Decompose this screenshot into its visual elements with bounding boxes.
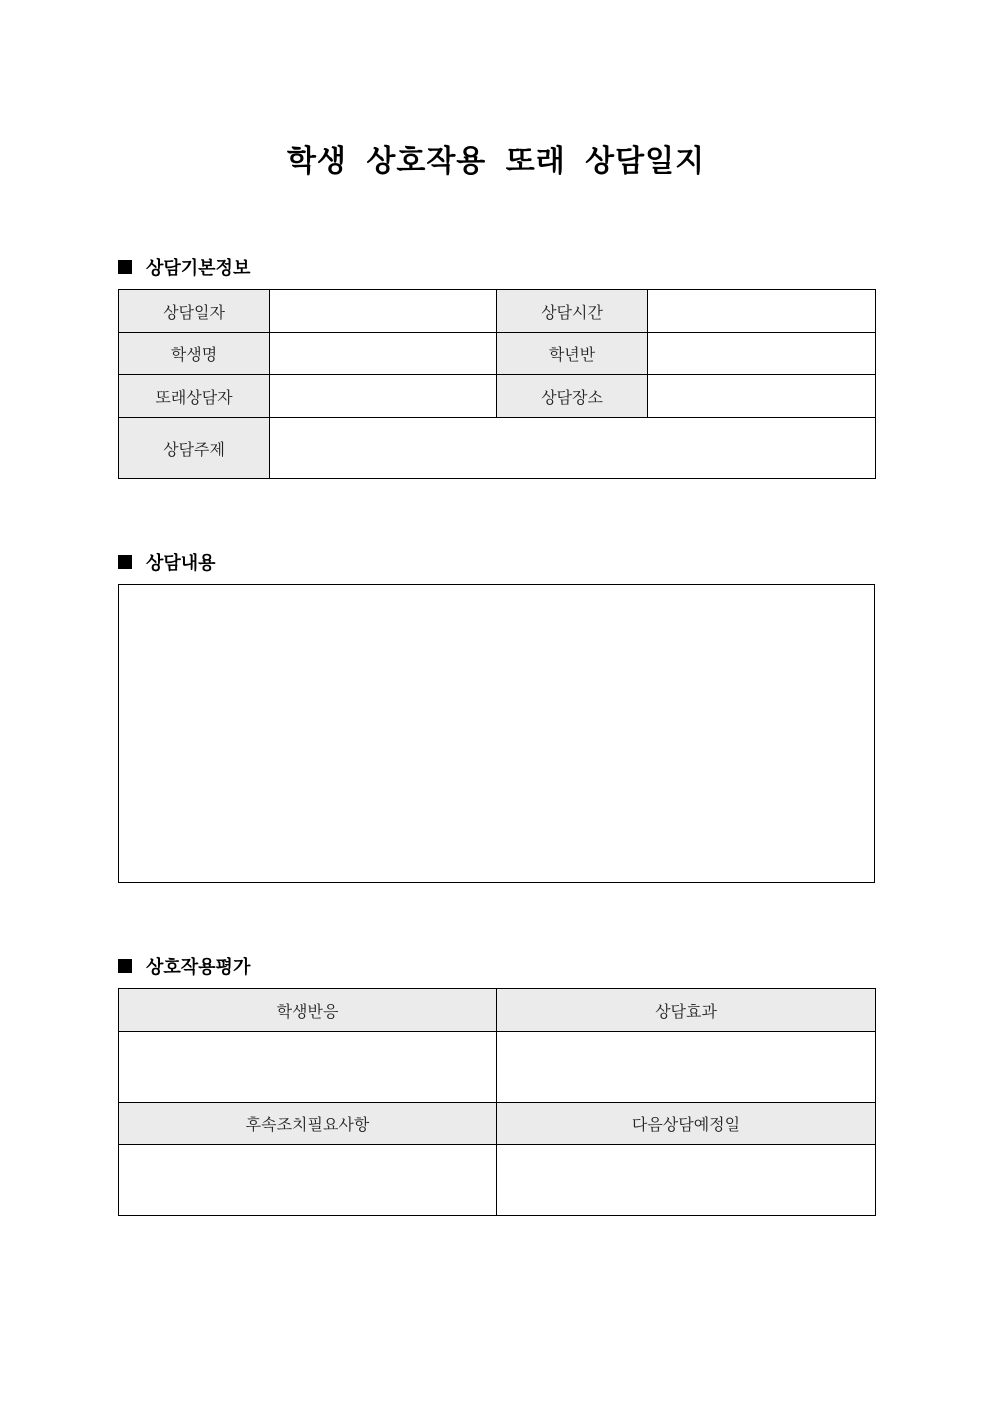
square-bullet-icon <box>118 959 132 973</box>
label-counsel-time: 상담시간 <box>497 290 648 333</box>
section-heading-basic-info <box>118 254 250 280</box>
field-grade-class[interactable] <box>648 333 876 375</box>
table-row <box>119 418 876 479</box>
field-counsel-place[interactable] <box>648 375 876 418</box>
table-row <box>119 333 876 375</box>
table-row <box>119 1032 876 1103</box>
label-counsel-date: 상담일자 <box>119 290 270 333</box>
table-row <box>119 1145 876 1216</box>
counsel-content-field[interactable] <box>118 584 875 883</box>
label-followup-needs: 후속조치필요사항 <box>119 1103 497 1145</box>
label-student-name: 학생명 <box>119 333 270 375</box>
label-counsel-topic: 상담주제 <box>119 418 270 479</box>
label-student-reaction: 학생반응 <box>119 989 497 1032</box>
label-peer-counselor: 또래상담자 <box>119 375 270 418</box>
basic-info-table <box>118 289 876 479</box>
table-row <box>119 1103 876 1145</box>
field-next-counsel-date[interactable] <box>497 1145 876 1216</box>
section-heading-label: 상담기본정보 <box>146 258 251 279</box>
section-heading-content <box>118 549 216 575</box>
table-row <box>119 375 876 418</box>
field-student-name[interactable] <box>270 333 497 375</box>
section-heading-label: 상담내용 <box>146 553 216 574</box>
field-counsel-time[interactable] <box>648 290 876 333</box>
label-next-counsel-date: 다음상담예정일 <box>497 1103 876 1145</box>
table-row <box>119 989 876 1032</box>
field-student-reaction[interactable] <box>119 1032 497 1103</box>
section-heading-evaluation <box>118 953 250 979</box>
field-counsel-effect[interactable] <box>497 1032 876 1103</box>
square-bullet-icon <box>118 555 132 569</box>
evaluation-table <box>118 988 876 1216</box>
section-heading-label: 상호작용평가 <box>146 957 251 978</box>
field-counsel-date[interactable] <box>270 290 497 333</box>
label-grade-class: 학년반 <box>497 333 648 375</box>
table-row <box>119 290 876 333</box>
field-peer-counselor[interactable] <box>270 375 497 418</box>
label-counsel-effect: 상담효과 <box>497 989 876 1032</box>
square-bullet-icon <box>118 260 132 274</box>
field-followup-needs[interactable] <box>119 1145 497 1216</box>
label-counsel-place: 상담장소 <box>497 375 648 418</box>
field-counsel-topic[interactable] <box>270 418 876 479</box>
document-title: 학생 상호작용 또래 상담일지 <box>286 144 706 179</box>
